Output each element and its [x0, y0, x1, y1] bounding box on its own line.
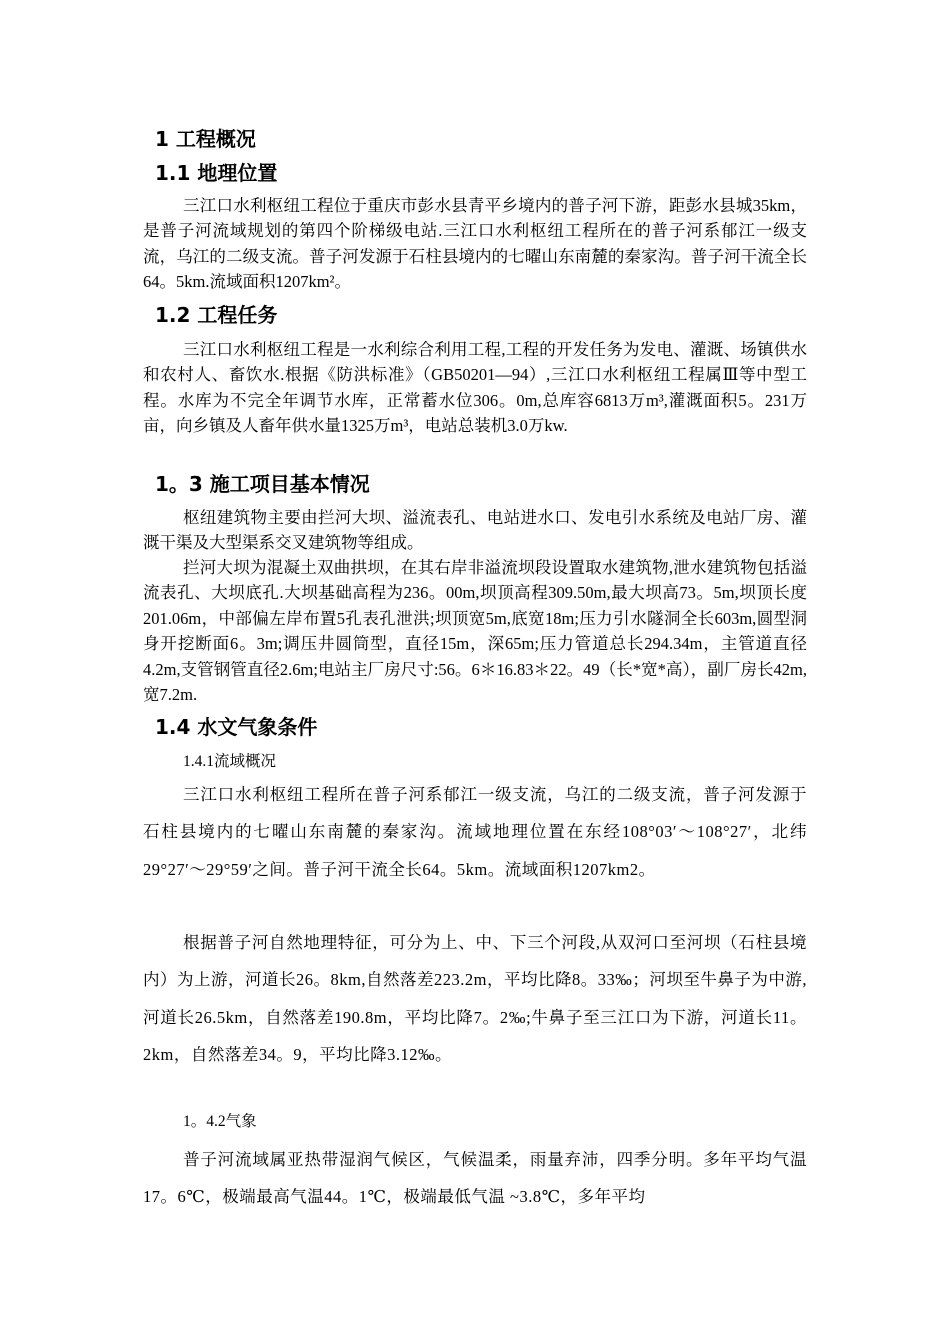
section-1-3-paragraph-1: 枢纽建筑物主要由拦河大坝、溢流表孔、电站进水口、发电引水系统及电站厂房、灌溉干渠及大型渠系交叉建筑物等组成。: [143, 508, 807, 553]
section-1-4-1-paragraph-1: 三江口水利枢纽工程所在普子河系郁江一级支流，乌江的二级支流，普子河发源于石柱县境内的七曜山东南麓的秦家沟。流域地理位置在东经108°03′～108°27′，北纬29°27′～29°59′之间。普子河干流全长64。5km。流域面积1207km2。: [143, 785, 807, 879]
section-1-2-paragraph: 三江口水利枢纽工程是一水利综合利用工程,工程的开发任务为发电、灌溉、场镇供水和农村人、畜饮水.根据《防洪标准》（GB50201—94）,三江口水利枢纽工程属Ⅲ等中型工程。水库为不完全年调节水库，正常蓄水位306。0m,总库容6813万m³,灌溉面积5。231万亩，向乡镇及人畜年供水量1325万m³，电站总装机3.0万kw.: [143, 340, 807, 436]
section-1-4-1-heading: 1.4.1流域概况: [183, 753, 277, 770]
section-1-3-heading: 1。3 施工项目基本情况: [155, 472, 370, 496]
section-1-4-heading: 1.4 水文气象条件: [155, 715, 318, 739]
section-1-4-1-paragraph-2: 根据普子河自然地理特征，可分为上、中、下三个河段,从双河口至河坝（石柱县境内）为上游，河道长26。8km,自然落差223.2m，平均比降8。33‰；河坝至牛鼻子为中游,河道长26.5km，自然落差190.8m，平均比降7。2‰;牛鼻子至三江口为下游，河道长11。2km，自然落差34。9，平均比降3.12‰。: [143, 933, 807, 1064]
section-1-4-2-paragraph: 普子河流域属亚热带湿润气候区，气候温柔，雨量弃沛，四季分明。多年平均气温17。6℃，极端最高气温44。1℃，极端最低气温 ~3.8℃，多年平均: [143, 1150, 807, 1207]
section-1-3-paragraph-2: 拦河大坝为混凝土双曲拱坝，在其右岸非溢流坝段设置取水建筑物,泄水建筑物包括溢流表孔、大坝底孔.大坝基础高程为236。00m,坝顶高程309.50m,最大坝高73。5m,坝顶长度201.06m，中部偏左岸布置5孔表孔泄洪;坝顶宽5m,底宽18m;压力引水隧洞全长603m,圆型洞身开挖断面6。3m;调压井圆筒型，直径15m，深65m;压力管道总长294.34m，主管道直径4.2m,支管钢管直径2.6m;电站主厂房尺寸:56。6＊16.83＊22。49（长*宽*高），副厂房长42m,宽7.2m.: [143, 558, 807, 705]
section-1-4-2-heading: 1。4.2气象: [183, 1113, 257, 1130]
section-1-1-paragraph: 三江口水利枢纽工程位于重庆市彭水县青平乡境内的普子河下游，距彭水县城35km，是普子河流域规划的第四个阶梯级电站.三江口水利枢纽工程所在的普子河系郁江一级支流，乌江的二级支流。普子河发源于石柱县境内的七曜山东南麓的秦家沟。普子河干流全长64。5km.流域面积1207km²。: [143, 196, 807, 292]
section-1-2-heading: 1.2 工程任务: [155, 303, 278, 327]
section-1-1-heading: 1.1 地理位置: [155, 161, 278, 185]
section-1-heading: 1 工程概况: [155, 127, 256, 151]
